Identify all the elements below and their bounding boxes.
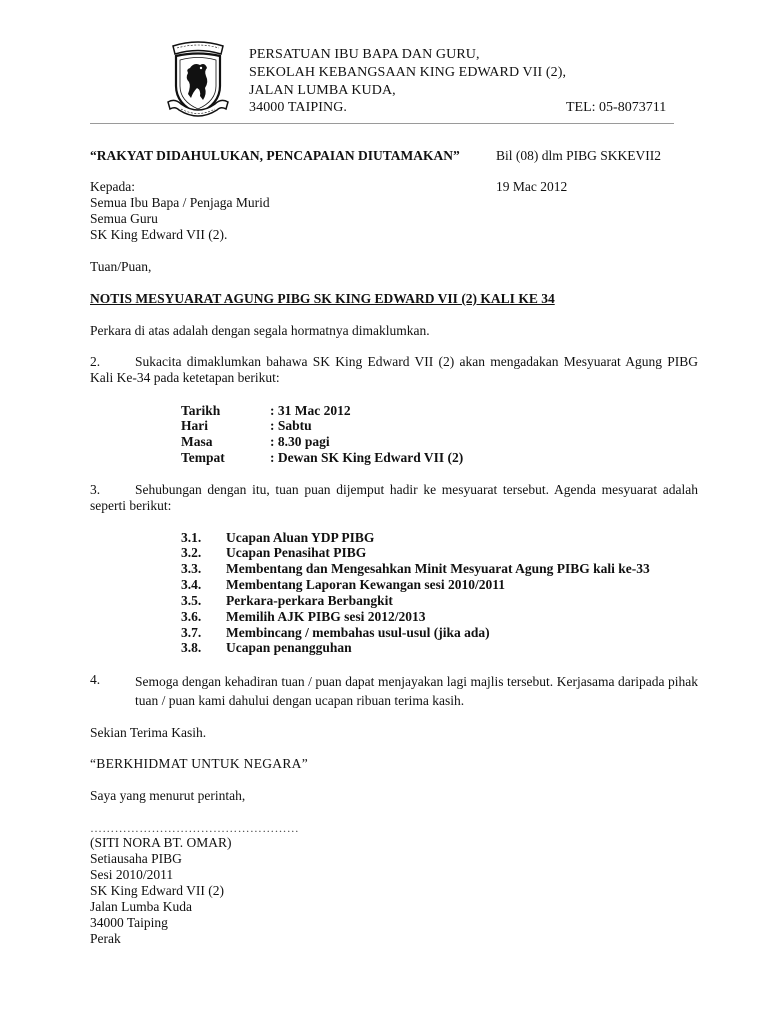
agenda-number: 3.8. xyxy=(181,640,202,655)
org-name: PERSATUAN IBU BAPA DAN GURU, xyxy=(249,47,480,62)
paragraph-number: 2. xyxy=(90,354,101,369)
closing-motto: “BERKHIDMAT UNTUK NEGARA” xyxy=(90,756,308,771)
signatory-title: Setiausaha PIBG xyxy=(90,851,182,866)
agenda-number: 3.3. xyxy=(181,561,202,576)
agenda-item: Membentang Laporan Kewangan sesi 2010/2011 xyxy=(226,577,506,592)
paragraph-number: 4. xyxy=(90,672,101,687)
agenda-item: Memilih AJK PIBG sesi 2012/2013 xyxy=(226,609,426,624)
sign-off: Saya yang menurut perintah, xyxy=(90,788,246,803)
detail-value-time: : 8.30 pagi xyxy=(270,434,330,449)
paragraph-2 xyxy=(90,354,698,386)
signatory-school: SK King Edward VII (2) xyxy=(90,883,224,898)
subject-heading: NOTIS MESYUARAT AGUNG PIBG SK KING EDWARD VII (2) KALI KE 34 xyxy=(90,291,555,306)
telephone: TEL: 05-8073711 xyxy=(566,100,667,115)
recipient-line: Semua Guru xyxy=(90,211,158,226)
school-postcode: 34000 TAIPING. xyxy=(249,100,348,115)
school-street: JALAN LUMBA KUDA, xyxy=(249,83,396,98)
detail-value-venue: : Dewan SK King Edward VII (2) xyxy=(270,450,464,465)
agenda-item: Ucapan Aluan YDP PIBG xyxy=(226,530,375,545)
header-divider xyxy=(90,123,674,124)
agenda-number: 3.2. xyxy=(181,545,202,560)
letter-date: 19 Mac 2012 xyxy=(496,179,568,194)
motto: “RAKYAT DIDAHULUKAN, PENCAPAIAN DIUTAMAKAN” xyxy=(90,148,460,163)
recipient-label: Kepada: xyxy=(90,179,135,194)
detail-value-date: : 31 Mac 2012 xyxy=(270,403,351,418)
closing-line: Sekian Terima Kasih. xyxy=(90,725,207,740)
paragraph-4: Semoga dengan kehadiran tuan / puan dapat menjayakan lagi majlis tersebut. Kerjasama daripada pihak tuan / puan kami dahului dengan ucapan ribuan terima kasih. xyxy=(135,674,698,708)
agenda-item: Ucapan penangguhan xyxy=(226,640,352,655)
agenda-item: Ucapan Penasihat PIBG xyxy=(226,545,367,560)
signatory-session: Sesi 2010/2011 xyxy=(90,867,174,882)
detail-value-day: : Sabtu xyxy=(270,418,312,433)
school-name: SEKOLAH KEBANGSAAN KING EDWARD VII (2), xyxy=(249,65,567,80)
paragraph-text: Sehubungan dengan itu, tuan puan dijemput hadir ke mesyuarat tersebut. Agenda mesyuarat adalah seperti berikut: xyxy=(90,482,698,513)
agenda-item: Membincang / membahas usul-usul (jika ada) xyxy=(226,625,490,640)
recipient-line: Semua Ibu Bapa / Penjaga Murid xyxy=(90,195,270,210)
paragraph-number: 3. xyxy=(90,482,101,497)
signatory-name: (SITI NORA BT. OMAR) xyxy=(90,835,232,850)
school-crest-icon xyxy=(163,38,233,123)
detail-label-time: Masa xyxy=(181,434,213,449)
paragraph-3 xyxy=(90,482,698,514)
agenda-number: 3.5. xyxy=(181,593,202,608)
agenda-number: 3.7. xyxy=(181,625,202,640)
intro-paragraph: Perkara di atas adalah dengan segala hormatnya dimaklumkan. xyxy=(90,323,430,338)
signatory-street: Jalan Lumba Kuda xyxy=(90,899,192,914)
agenda-number: 3.1. xyxy=(181,530,202,545)
paragraph-text: Sukacita dimaklumkan bahawa SK King Edward VII (2) akan mengadakan Mesyuarat Agung PIBG Kali Ke-34 pada ketetapan berikut: xyxy=(90,354,698,385)
detail-label-date: Tarikh xyxy=(181,403,221,418)
agenda-number: 3.4. xyxy=(181,577,202,592)
signatory-postcode: 34000 Taiping xyxy=(90,915,168,930)
detail-label-venue: Tempat xyxy=(181,450,225,465)
salutation: Tuan/Puan, xyxy=(90,259,152,274)
agenda-number: 3.6. xyxy=(181,609,202,624)
agenda-item: Perkara-perkara Berbangkit xyxy=(226,593,393,608)
signature-line: …………………………………………… xyxy=(90,821,300,835)
recipient-line: SK King Edward VII (2). xyxy=(90,227,228,242)
agenda-item: Membentang dan Mengesahkan Minit Mesyuarat Agung PIBG kali ke-33 xyxy=(226,561,650,576)
detail-label-day: Hari xyxy=(181,418,208,433)
reference-number: Bil (08) dlm PIBG SKKEVII2 xyxy=(496,148,661,163)
signatory-state: Perak xyxy=(90,931,121,946)
